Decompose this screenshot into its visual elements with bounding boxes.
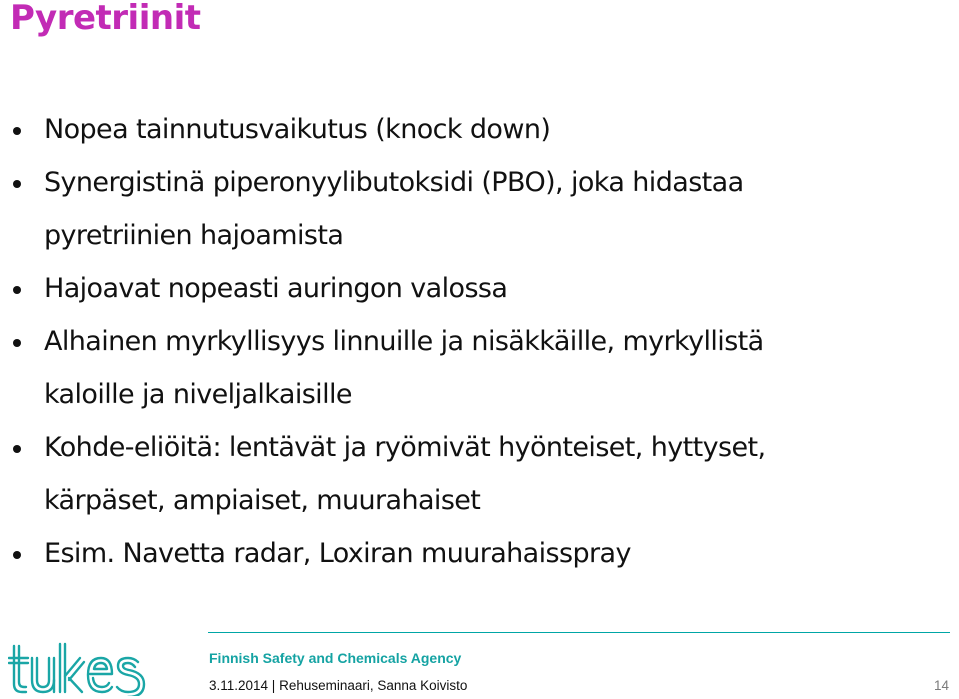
bullet-list	[0, 103, 959, 580]
bullet-item	[0, 315, 959, 421]
bullet-dot-icon	[13, 445, 21, 453]
bullet-line: Alhainen myrkyllisyys linnuille ja nisäkkäille, myrkyllistä	[44, 326, 764, 357]
bullet-item	[0, 421, 959, 527]
bullet-line: pyretriinien hajoamista	[44, 220, 344, 251]
bullet-dot-icon	[13, 551, 21, 559]
bullet-line: Hajoavat nopeasti auringon valossa	[44, 273, 508, 304]
bullet-item	[0, 156, 959, 262]
bullet-line: Esim. Navetta radar, Loxiran muurahaisspray	[44, 538, 631, 569]
page-number: 14	[933, 678, 949, 693]
bullet-item	[0, 103, 959, 156]
bullet-dot-icon	[13, 286, 21, 294]
bullet-line: Kohde-eliöitä: lentävät ja ryömivät hyönteiset, hyttyset,	[44, 432, 766, 463]
bullet-dot-icon	[13, 339, 21, 347]
bullet-line: kärpäset, ampiaiset, muurahaiset	[44, 485, 481, 516]
bullet-line: Synergistinä piperonyylibutoksidi (PBO), joka hidastaa	[44, 167, 744, 198]
footer-divider	[208, 632, 950, 633]
bullet-dot-icon	[13, 180, 21, 188]
agency-name: Finnish Safety and Chemicals Agency	[209, 650, 462, 666]
bullet-dot-icon	[13, 127, 21, 135]
bullet-line: kaloille ja niveljalkaisille	[44, 379, 352, 410]
bullet-item	[0, 262, 959, 315]
tukes-logo-icon	[8, 640, 153, 696]
bullet-item	[0, 527, 959, 580]
event-info: 3.11.2014 | Rehuseminaari, Sanna Koivisto	[209, 678, 468, 693]
bullet-line: Nopea tainnutusvaikutus (knock down)	[44, 114, 551, 145]
slide-title: Pyretriinit	[10, 0, 201, 38]
